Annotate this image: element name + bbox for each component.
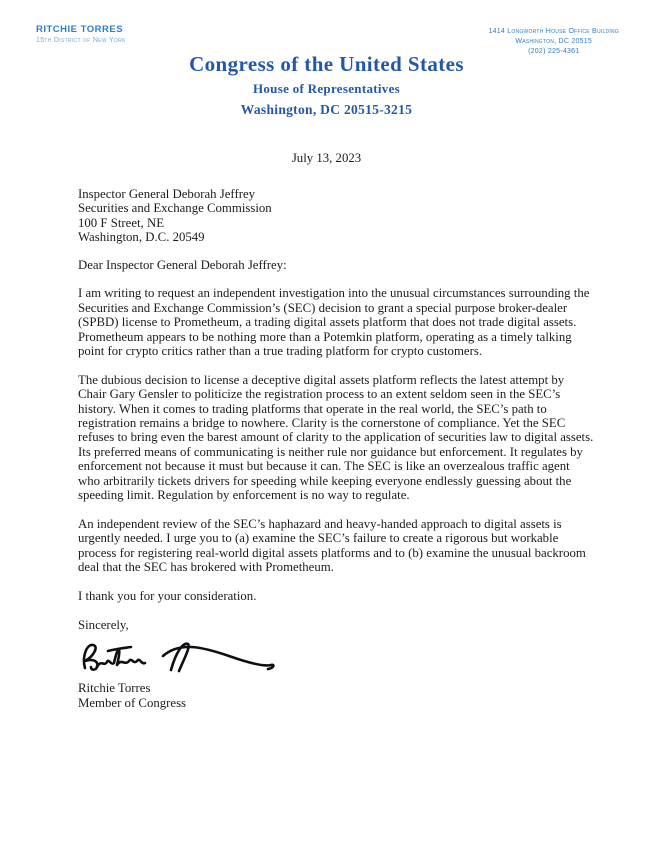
recipient-address-block (78, 187, 594, 245)
salutation: Dear Inspector General Deborah Jeffrey: (78, 257, 287, 272)
closing: Sincerely, (78, 617, 129, 632)
letter-body (78, 187, 594, 710)
house-subtitle: House of Representatives (252, 81, 401, 96)
paragraph: The dubious decision to license a deceptive digital assets platform reflects the latest attempt by Chair Gary Gensler to politicize the registration process to an extent seldom seen in the SEC’s history. When it comes to trading platforms that operate in the real world, the SEC’s path to registration remains a bridge to nowhere. Clarity is the cornerstone of compliance. Yet the SEC refuses to bring even the barest amount of clarity to the application of securities law to digital assets. Its preferred means of communicating is neither rule nor guidance but enforcement. It regulates by enforcement not because it must but because it can. The SEC is like an overzealous traffic agent who arbitrarily tickets drivers for speeding while keeping everyone endlessly guessing about the speeding limit. Regulation by enforcement is no way to regulate. (78, 372, 594, 503)
signer-name: Ritchie Torres (78, 681, 151, 696)
paragraph: I thank you for your consideration. (78, 588, 257, 603)
office-address-line2: Washington, DC 20515 (515, 38, 593, 46)
paragraph: An independent review of the SEC’s haphazard and heavy-handed approach to digital assets is urgently needed. I urge you to (a) examine the SEC’s failure to create a rigorous but workable process for registering real-world digital assets platforms and to (b) examine the unusual backroom deal that the SEC has brokered with Prometheum. (78, 516, 586, 575)
office-address-line1: 1414 Longworth House Office Building (488, 28, 619, 35)
letterhead-seal-block (0, 53, 653, 117)
letterhead-member-block (36, 25, 126, 44)
letter-date: July 13, 2023 (291, 151, 362, 165)
recipient-line: 100 F Street, NE (78, 215, 165, 230)
signer-title: Member of Congress (78, 695, 187, 710)
recipient-line: Inspector General Deborah Jeffrey (78, 187, 256, 201)
paragraph: I am writing to request an independent investigation into the unusual circumstances surrounding the Securities and Exchange Commission’s (SEC) decision to grant a special purpose broker-dealer (SPBD) license to Prometheum, a trading digital assets platform that does not trade digital assets. Prometheum appears to be nothing more than a Potemkin platform, operating as a timely talking point for crypto critics rather than a true trading platform for crypto customers. (78, 286, 590, 359)
member-name: RITCHIE TORRES (36, 24, 124, 35)
congress-title: Congress of the United States (189, 52, 464, 76)
signature-image (78, 634, 594, 680)
recipient-line: Washington, D.C. 20549 (78, 230, 205, 245)
office-phone: (202) 225-4361 (528, 48, 580, 56)
capitol-address: Washington, DC 20515-3215 (240, 102, 413, 117)
member-district: 15th District of New York (36, 36, 126, 44)
recipient-line: Securities and Exchange Commission (78, 201, 272, 216)
